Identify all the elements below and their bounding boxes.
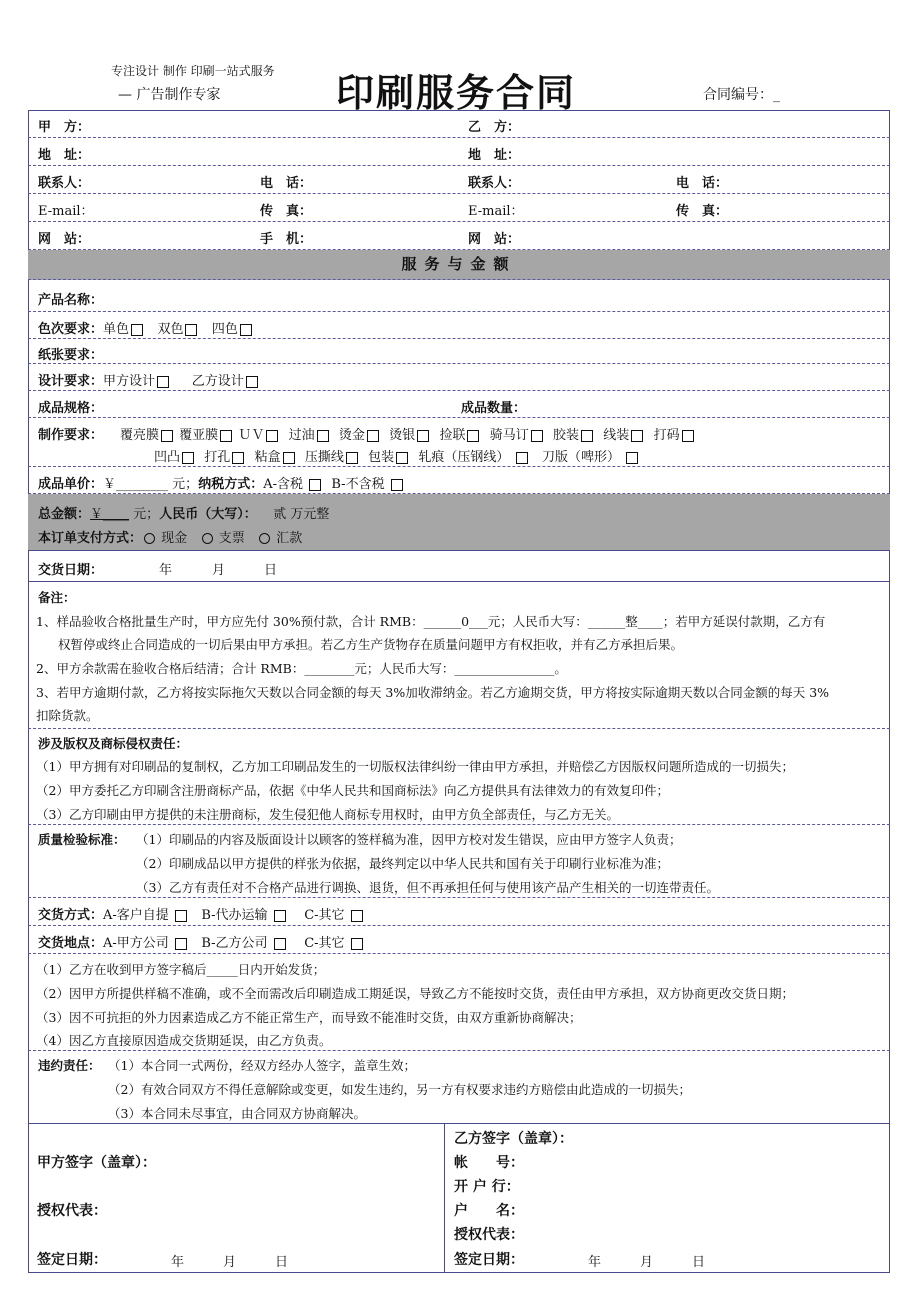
color-option-1-label: 单色: [103, 322, 130, 337]
tax-option-2-label: B-不含税: [331, 477, 385, 492]
party-a-fax-label: 传 真：: [260, 204, 313, 219]
notes-line-3a: 3、若甲方逾期付款，乙方将按实际拖欠天数以合同金额的每天 3%加收滞纳金。若乙方逾期交货，甲方将按实际逾期天数以合同金额的每天 3%: [36, 685, 830, 700]
ship-mode-option-1-checkbox[interactable]: [175, 910, 187, 922]
ship-place-option-3-checkbox[interactable]: [351, 938, 363, 950]
party-a-month-unit: 月: [223, 1255, 237, 1270]
price-unit: 元；: [172, 477, 199, 492]
make-option-3-checkbox[interactable]: [266, 430, 278, 442]
color-label: 色次要求：: [38, 322, 104, 337]
ship-mode-option-3-checkbox[interactable]: [351, 910, 363, 922]
make-option-15-checkbox[interactable]: [346, 452, 358, 464]
design-option-1-checkbox[interactable]: [157, 376, 169, 388]
payment-option-3-label: 汇款: [276, 531, 303, 546]
email-row: [28, 194, 890, 222]
make-option-4-checkbox[interactable]: [317, 430, 329, 442]
ship-mode-option-1-label: A-客户自提: [103, 908, 169, 923]
price-row: [28, 467, 890, 494]
party-a-date-label: 签定日期：: [37, 1252, 107, 1268]
ship-place-option-1-label: A-甲方公司: [103, 936, 169, 951]
ip-line-3: （3）乙方印刷由甲方提供的未注册商标，发生侵犯他人商标专用权时，由甲方负全部责任，与乙方无关。: [36, 807, 619, 822]
make-option-12-label: 凹凸: [154, 450, 181, 465]
party-a-contact-label: 联系人：: [38, 176, 91, 191]
ip-label: 涉及版权及商标侵权责任：: [38, 736, 189, 751]
make-option-16-checkbox[interactable]: [396, 452, 408, 464]
payment-option-2-label: 支票: [218, 531, 245, 546]
ship-terms-line-1: （1）乙方在收到甲方签字稿后_____日内开始发货；: [36, 962, 326, 977]
make-option-2-checkbox[interactable]: [220, 430, 232, 442]
delivery-month-unit: 月: [212, 563, 226, 578]
signature-divider: [444, 1124, 445, 1273]
design-options: [38, 370, 260, 389]
make-row: [28, 418, 890, 467]
color-option-2-checkbox[interactable]: [185, 324, 197, 336]
payment-option-1-label: 现金: [161, 531, 188, 546]
payment-option-2-radio[interactable]: [202, 533, 213, 544]
party-b-account-name-label: 户 名：: [454, 1203, 524, 1219]
party-b-website-label: 网 站：: [468, 232, 521, 247]
party-b-phone-label: 电 话：: [676, 176, 729, 191]
party-b-address-label: 地 址：: [468, 148, 521, 163]
document-title: 印刷服务合同: [336, 71, 577, 115]
make-option-10-checkbox[interactable]: [631, 430, 643, 442]
payment-line: [38, 527, 302, 546]
section-header: 服务与金额: [28, 250, 890, 280]
party-b-contact-label: 联系人：: [468, 176, 521, 191]
make-option-11-label: 打码: [653, 428, 680, 443]
ship-place-row: [28, 926, 890, 954]
make-option-11-checkbox[interactable]: [682, 430, 694, 442]
ship-place-option-2-checkbox[interactable]: [274, 938, 286, 950]
notes-line-2: 2、甲方余款需在验收合格后结清；合计 RMB：________元；人民币大写：________________。: [36, 661, 567, 676]
ship-mode-row: [28, 898, 890, 926]
party-a-mobile-label: 手 机：: [260, 232, 313, 247]
paper-label: 纸张要求：: [38, 348, 104, 363]
delivery-date-label: 交货日期：: [38, 563, 104, 578]
delivery-year-unit: 年: [159, 563, 173, 578]
total-unit: 元；: [133, 507, 160, 522]
paper-row: [28, 339, 890, 364]
party-name-row: [28, 110, 890, 138]
notes-line-3b: 扣除货款。: [36, 708, 99, 723]
make-option-7-checkbox[interactable]: [467, 430, 479, 442]
make-option-17-label: 轧痕（压钢线）: [418, 450, 510, 465]
payment-option-3-radio[interactable]: [259, 533, 270, 544]
make-option-2-label: 覆亚膜: [179, 428, 219, 443]
notes-block: [28, 582, 890, 729]
make-option-14-label: 粘盒: [254, 450, 281, 465]
quality-line-2: （2）印刷成品以甲方提供的样张为依据，最终判定以中华人民共和国有关于印刷行业标准为准；: [136, 856, 669, 871]
notes-line-1a: 1、样品验收合格批量生产时，甲方应先付 30%预付款，合计 RMB：______0___元；人民币大写：______整____；若甲方延误付款期，乙方有: [36, 614, 826, 629]
party-b-email-label: E-mail：: [468, 204, 524, 219]
quality-block: [28, 825, 890, 898]
quantity-label: 成品数量：: [461, 401, 527, 416]
contract-number: 合同编号：_: [703, 87, 780, 103]
ship-terms-block: [28, 954, 890, 1051]
ship-terms-line-2: （2）因甲方所提供样稿不准确，或不全而需改后印刷造成工期延误，导致乙方不能按时交货，责任由甲方承担，双方协商更改交货日期；: [36, 986, 794, 1001]
design-label: 设计要求：: [38, 374, 104, 389]
make-option-13-checkbox[interactable]: [232, 452, 244, 464]
tax-label: 纳税方式：: [198, 477, 264, 492]
quality-line-1: （1）印刷品的内容及版面设计以顾客的签样稿为准，因甲方校对发生错误，应由甲方签字人负责；: [136, 832, 682, 847]
party-b-signature-label: 乙方签字（盖章）：: [454, 1131, 573, 1147]
make-label: 制作要求：: [38, 428, 104, 443]
ship-terms-line-3: （3）因不可抗拒的外力因素造成乙方不能正常生产，而导致不能准时交货，由双方重新协商解决；: [36, 1010, 582, 1025]
party-a-website-label: 网 站：: [38, 232, 91, 247]
total-rmb-value: 贰 万元整: [273, 507, 330, 522]
party-b-fax-label: 传 真：: [676, 204, 729, 219]
party-b-date-label: 签定日期：: [454, 1252, 524, 1268]
make-option-15-label: 压撕线: [304, 450, 344, 465]
party-b-account-label: 帐 号：: [454, 1155, 524, 1171]
color-option-3-label: 四色: [211, 322, 238, 337]
color-option-2-label: 双色: [157, 322, 184, 337]
payment-label: 本订单支付方式：: [38, 531, 143, 546]
ship-place-option-2-label: B-乙方公司: [201, 936, 268, 951]
ip-block: [28, 729, 890, 825]
color-option-3-checkbox[interactable]: [240, 324, 252, 336]
make-option-8-label: 骑马订: [489, 428, 529, 443]
ship-mode-option-2-label: B-代办运输: [201, 908, 268, 923]
make-options-row-2: [154, 446, 640, 465]
design-row: [28, 364, 890, 391]
tax-option-1-checkbox[interactable]: [309, 479, 321, 491]
tax-option-2-checkbox[interactable]: [391, 479, 403, 491]
breach-line-3: （3）本合同未尽事宜，由合同双方协商解决。: [108, 1106, 366, 1121]
party-b-day-unit: 日: [692, 1255, 706, 1270]
make-option-7-label: 捡联: [439, 428, 466, 443]
breach-line-2: （2）有效合同双方不得任意解除或变更，如发生违约，另一方有权要求违约方赔偿由此造成的一切损失；: [108, 1082, 691, 1097]
make-options-row-1: [120, 424, 696, 443]
notes-line-1b: 权暂停或终止合同造成的一切后果由甲方承担。若乙方生产货物存在质量问题甲方有权拒收，并有乙方承担后果。: [58, 637, 684, 652]
make-option-6-label: 烫银: [389, 428, 416, 443]
party-b-bank-label: 开 户 行：: [454, 1179, 520, 1195]
ip-line-2: （2）甲方委托乙方印刷含注册商标产品，依据《中华人民共和国商标法》向乙方提供具有法律效力的有效复印件；: [36, 783, 669, 798]
delivery-date-row: [28, 551, 890, 582]
ship-place-label: 交货地点：: [38, 936, 104, 951]
make-option-13-label: 打孔: [204, 450, 231, 465]
color-option-1-checkbox[interactable]: [131, 324, 143, 336]
quality-line-3: （3）乙方有责任对不合格产品进行调换、退货，但不再承担任何与使用该产品产生相关的一切连带责任。: [136, 880, 719, 895]
ship-place-option-1-checkbox[interactable]: [175, 938, 187, 950]
contact-row: [28, 166, 890, 194]
make-option-9-label: 胶装: [553, 428, 580, 443]
make-option-18-label: 刀版（啤形）: [541, 450, 620, 465]
ip-line-1: （1）甲方拥有对印刷品的复制权，乙方加工印刷品发生的一切版权法律纠纷一律由甲方承担，并赔偿乙方因版权问题所造成的一切损失；: [36, 759, 794, 774]
ship-place-line: [38, 932, 365, 951]
make-option-9-checkbox[interactable]: [581, 430, 593, 442]
make-option-1-label: 覆亮膜: [120, 428, 160, 443]
party-a-address-label: 地 址：: [38, 148, 91, 163]
spec-label: 成品规格：: [38, 401, 104, 416]
ship-mode-option-2-checkbox[interactable]: [274, 910, 286, 922]
color-row: [28, 312, 890, 339]
ship-mode-line: [38, 904, 365, 923]
party-b-month-unit: 月: [640, 1255, 654, 1270]
tax-option-1-label: A-含税: [263, 477, 303, 492]
party-a-day-unit: 日: [275, 1255, 289, 1270]
make-option-5-label: 烫金: [338, 428, 365, 443]
party-a-year-unit: 年: [171, 1255, 185, 1270]
color-options: [38, 318, 254, 337]
party-a-signature-label: 甲方签字（盖章）：: [37, 1155, 156, 1171]
slogan-line-1: 专注设计 制作 印刷一站式服务: [111, 64, 275, 78]
slogan-line-2: — 广告制作专家: [118, 87, 221, 103]
make-option-6-checkbox[interactable]: [417, 430, 429, 442]
make-option-17-checkbox[interactable]: [516, 452, 528, 464]
make-option-8-checkbox[interactable]: [531, 430, 543, 442]
delivery-day-unit: 日: [264, 563, 278, 578]
make-option-14-checkbox[interactable]: [283, 452, 295, 464]
notes-label: 备注：: [38, 590, 76, 605]
quality-label: 质量检验标准：: [38, 832, 126, 847]
price-label: 成品单价：: [38, 477, 104, 492]
design-option-1-label: 甲方设计: [103, 374, 156, 389]
make-option-18-checkbox[interactable]: [626, 452, 638, 464]
party-a-email-label: E-mail：: [38, 204, 94, 219]
design-option-2-label: 乙方设计: [191, 374, 244, 389]
party-b-representative-label: 授权代表：: [454, 1227, 524, 1243]
make-option-1-checkbox[interactable]: [161, 430, 173, 442]
total-rmb-label: 人民币（大写）：: [159, 507, 257, 522]
ship-place-option-3-label: C-其它: [304, 936, 345, 951]
total-label: 总金额：: [38, 507, 91, 522]
ship-terms-line-4: （4）因乙方直接原因造成交货期延误，由乙方负责。: [36, 1033, 332, 1048]
product-name-row: [28, 280, 890, 312]
party-a-phone-label: 电 话：: [260, 176, 313, 191]
total-block: [28, 494, 890, 551]
total-line: [38, 503, 329, 522]
party-b-year-unit: 年: [588, 1255, 602, 1270]
price-line: [38, 473, 405, 492]
payment-option-1-radio[interactable]: [144, 533, 155, 544]
price-value: ￥________: [103, 477, 169, 492]
ship-mode-option-3-label: C-其它: [304, 908, 345, 923]
make-option-16-label: 包装: [368, 450, 395, 465]
ship-mode-label: 交货方式：: [38, 908, 104, 923]
make-option-12-checkbox[interactable]: [182, 452, 194, 464]
party-a-label: 甲 方：: [38, 120, 91, 135]
breach-line-1: （1）本合同一式两份，经双方经办人签字，盖章生效；: [108, 1058, 416, 1073]
design-option-2-checkbox[interactable]: [246, 376, 258, 388]
product-name-label: 产品名称：: [38, 293, 104, 308]
party-b-label: 乙 方：: [468, 120, 521, 135]
spec-row: [28, 391, 890, 418]
make-option-4-label: 过油: [288, 428, 315, 443]
address-row: [28, 138, 890, 166]
breach-label: 违约责任：: [38, 1058, 101, 1073]
make-option-10-label: 线装: [603, 428, 630, 443]
make-option-5-checkbox[interactable]: [367, 430, 379, 442]
website-row: [28, 222, 890, 250]
make-option-3-label: ＵＶ: [238, 428, 265, 443]
breach-block: [28, 1051, 890, 1124]
total-value: ￥____: [90, 507, 130, 522]
party-a-representative-label: 授权代表：: [37, 1203, 107, 1219]
